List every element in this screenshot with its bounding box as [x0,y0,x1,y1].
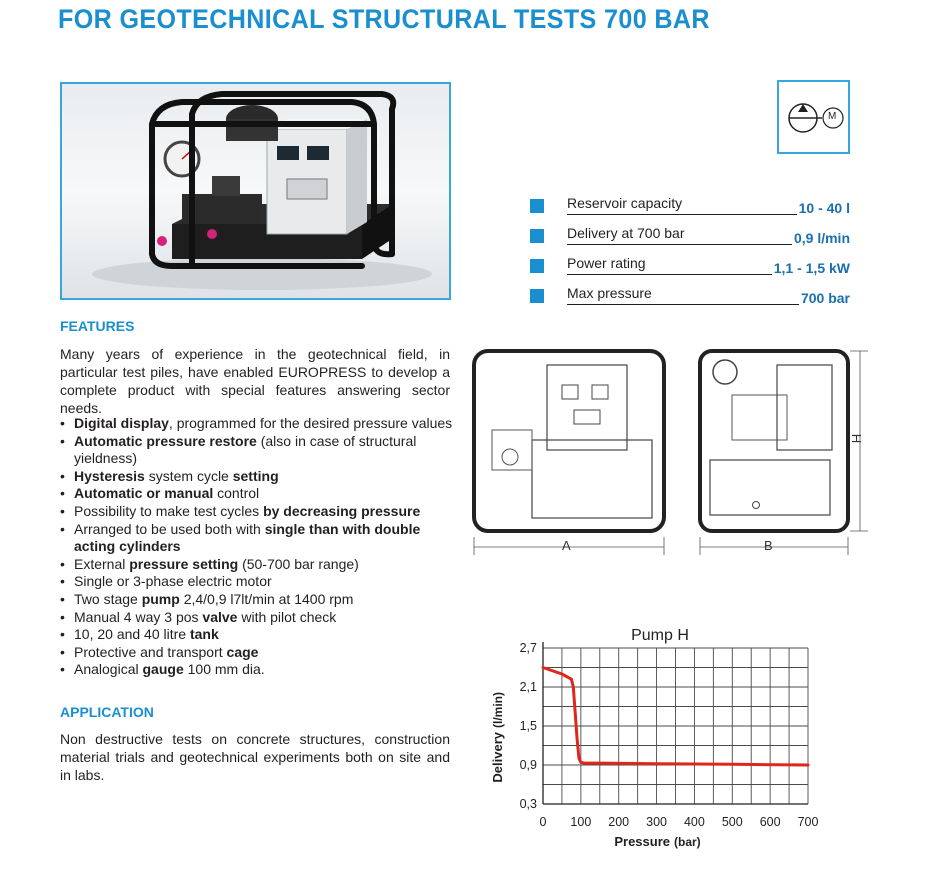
spec-row-delivery [530,224,852,254]
feature-bold-text: pressure setting [129,555,239,572]
feature-bold-text: tank [189,626,219,643]
feature-text: , programmed for the desired pressure values [168,415,453,431]
y-axis-label: Delivery [490,732,505,783]
front-view-drawing [462,345,677,560]
x-tick-label: 700 [797,815,819,829]
feature-item [60,573,455,591]
pump-chart [480,620,840,860]
feature-text: Single or 3-phase electric motor [74,573,272,590]
feature-text: Possibility to make test cycles [74,502,264,519]
application-text: Non destructive tests on concrete structures, construction material trials and geotechnical experiments both on site and in labs. [60,731,450,783]
page-title: FOR GEOTECHNICAL STRUCTURAL TESTS 700 BAR [58,4,710,34]
x-axis-label: Pressure [614,834,670,849]
spec-row-power [530,254,852,284]
spec-row-reservoir [530,194,852,224]
feature-bold-text: setting [232,467,279,484]
side-view-drawing [692,345,872,560]
feature-text: 2,4/0,9 l7lt/min at 1400 rpm [179,590,354,607]
x-tick-label: 300 [646,815,668,829]
feature-item [60,415,455,433]
spec-value: 0,9 l/min [793,230,850,246]
y-tick-label: 2,1 [519,680,537,694]
motor-label: M [828,111,837,122]
feature-bold-text: gauge [142,661,184,678]
features-intro: Many years of experience in the geotechnical field, in particular test piles, have enabled EUROPRESS to develop a complete product with special features answering sector needs. [60,346,450,416]
x-tick-label: 600 [759,815,781,829]
feature-bold-text: cage [226,643,259,660]
features-list [60,415,455,679]
feature-bold-text: Automatic pressure restore [74,432,257,449]
feature-item [60,591,455,609]
y-tick-label: 0,3 [519,797,537,811]
feature-text: 100 mm dia. [183,661,265,678]
feature-item [60,609,455,627]
feature-text: system cycle [144,467,233,484]
bullet-square-icon [530,199,544,213]
feature-item [60,521,455,556]
feature-text: Two stage [74,590,142,607]
specs-list [530,194,852,314]
feature-bold-text: Hysteresis [74,467,145,484]
chart-title: Pump H [631,627,689,644]
application-heading: APPLICATION [60,704,154,720]
feature-text: Manual 4 way 3 pos [74,608,203,625]
feature-item [60,433,455,468]
feature-bold-text: valve [202,608,238,625]
feature-text: (50-700 bar range) [238,555,359,572]
feature-bold-text: Automatic or manual [74,485,214,502]
feature-bold-text: by decreasing pressure [263,502,421,519]
feature-text: External [74,555,130,572]
bullet-square-icon [530,229,544,243]
feature-text: Analogical [74,661,143,678]
x-tick-label: 200 [608,815,630,829]
x-axis-unit: (bar) [674,835,701,849]
feature-item [60,661,455,679]
spec-value: 700 bar [800,290,850,306]
dimension-h-label: H [849,433,865,444]
feature-text: control [213,485,260,502]
x-tick-label: 100 [570,815,592,829]
bullet-square-icon [530,259,544,273]
chart-svg [480,620,840,860]
spec-label: Power rating [567,255,646,271]
features-heading: FEATURES [60,318,135,334]
y-axis-unit: (l/min) [491,692,505,728]
feature-bold-text: single than with double acting cylinders [74,520,421,555]
feature-bold-text: Digital display [74,415,169,431]
product-photo [60,82,451,300]
spec-label: Max pressure [567,285,652,301]
dimension-b-label: B [764,538,773,553]
x-tick-label: 0 [539,815,547,829]
spec-row-max-pressure [530,284,852,314]
feature-item [60,626,455,644]
y-tick-label: 1,5 [519,719,537,733]
x-tick-label: 500 [721,815,743,829]
y-tick-label: 2,7 [519,641,537,655]
x-tick-label: 400 [683,815,705,829]
feature-item [60,556,455,574]
feature-text: Arranged to be used both with [74,520,265,537]
spec-label: Reservoir capacity [567,195,683,211]
spec-value: 10 - 40 l [798,200,850,216]
feature-item [60,485,455,503]
feature-item [60,468,455,486]
feature-text: 10, 20 and 40 litre [74,626,190,643]
spec-label: Delivery at 700 bar [567,225,685,241]
feature-item [60,503,455,521]
bullet-square-icon [530,289,544,303]
y-tick-label: 0,9 [519,758,537,772]
feature-text: with pilot check [237,608,337,625]
spec-value: 1,1 - 1,5 kW [773,260,850,276]
feature-text: Protective and transport [74,643,227,660]
hydraulic-symbol [777,80,850,154]
feature-bold-text: pump [141,590,180,607]
dimension-a-label: A [562,538,571,553]
feature-item [60,644,455,662]
feature-text: (also in case of structural yieldness) [74,432,417,467]
